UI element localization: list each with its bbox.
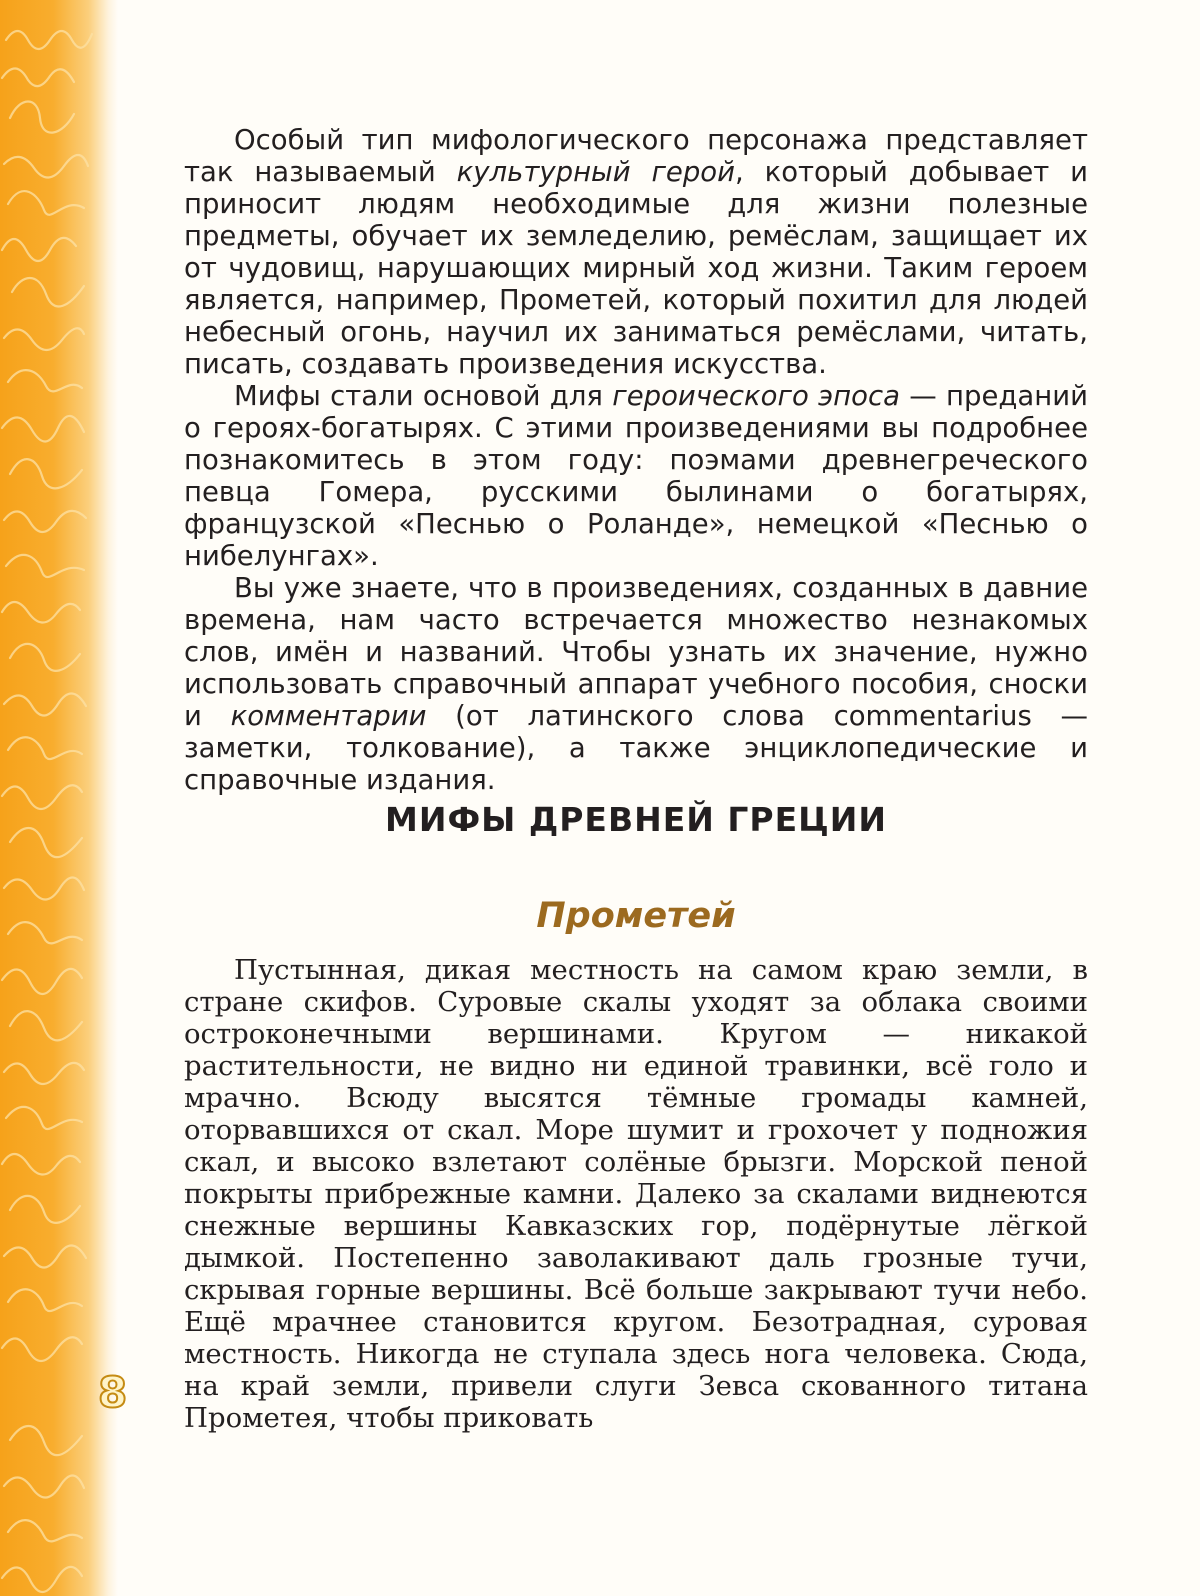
intro-p2-term: героического эпоса bbox=[612, 380, 900, 412]
intro-p1-text-c: , который добывает и приносит людям необходимые для жизни полезные предметы, обучает их земледелию, ремёслам, защищает их от чудовищ, нарушающих мирный ход жизни. Таким героем является, например, Прометей, который похитил для людей небесный огонь, научил их заниматься ремёслами, читать, писать, создавать произведения искусства. bbox=[184, 156, 1088, 380]
intro-p3-text-a: Вы уже знаете, что в произведениях, созданных в давние времена, нам часто встречается множество незнакомых слов, имён и названий. Чтобы узнать их значение, нужно использовать справочный аппарат учебного пособия, сноски и bbox=[184, 572, 1088, 732]
page-number: 8 bbox=[98, 1368, 128, 1417]
story-text bbox=[184, 954, 1088, 1434]
handwriting-pattern bbox=[0, 0, 118, 1596]
intro-paragraph-1 bbox=[184, 124, 1088, 380]
intro-p1-text-a: Особый тип мифологического персонажа представляет так называемый bbox=[184, 124, 1088, 188]
decorative-margin-strip bbox=[0, 0, 118, 1596]
story-title: Прометей bbox=[536, 896, 736, 936]
intro-p1-term: культурный герой bbox=[456, 156, 736, 188]
intro-p3-text-c: (от латинского слова commentarius — заметки, толкование), а также энциклопедические и справочные издания. bbox=[184, 700, 1088, 796]
intro-p3-term: комментарии bbox=[230, 700, 427, 732]
intro-paragraph-3 bbox=[184, 572, 1088, 796]
section-title: МИФЫ ДРЕВНЕЙ ГРЕЦИИ bbox=[384, 800, 887, 839]
story-paragraph-1: Пустынная, дикая местность на самом краю земли, в стране скифов. Суровые скалы уходят за облака своими остроконечными вершинами. Кругом — никакой растительности, не видно ни единой травинки, всё голо и мрачно. Всюду высятся тёмные громады камней, оторвавшихся от скал. Море шумит и грохочет у подножия скал, и высоко взлетают солёные брызги. Морской пеной покрыты прибрежные камни. Далеко за скалами виднеются снежные вершины Кавказских гор, подёрнутые лёгкой дымкой. Постепенно заволакивают даль грозные тучи, скрывая горные вершины. Всё больше закрывают тучи небо. Ещё мрачнее становится кругом. Безотрадная, суровая местность. Никогда не ступала здесь нога человека. Сюда, на край земли, привели слуги Зевса скованного титана Прометея, чтобы приковать bbox=[184, 954, 1088, 1434]
intro-p2-text-a: Мифы стали основой для bbox=[234, 380, 613, 412]
intro-paragraph-2 bbox=[184, 380, 1088, 572]
intro-text bbox=[184, 124, 1088, 796]
intro-p2-text-c: — преданий о героях-богатырях. С этими произведениями вы подробнее познакомитесь в этом году: поэмами древнегреческого певца Гомера, русскими былинами о богатырях, французской «Песнью о Роланде», немецкой «Песнью о нибелунгах». bbox=[184, 380, 1088, 572]
